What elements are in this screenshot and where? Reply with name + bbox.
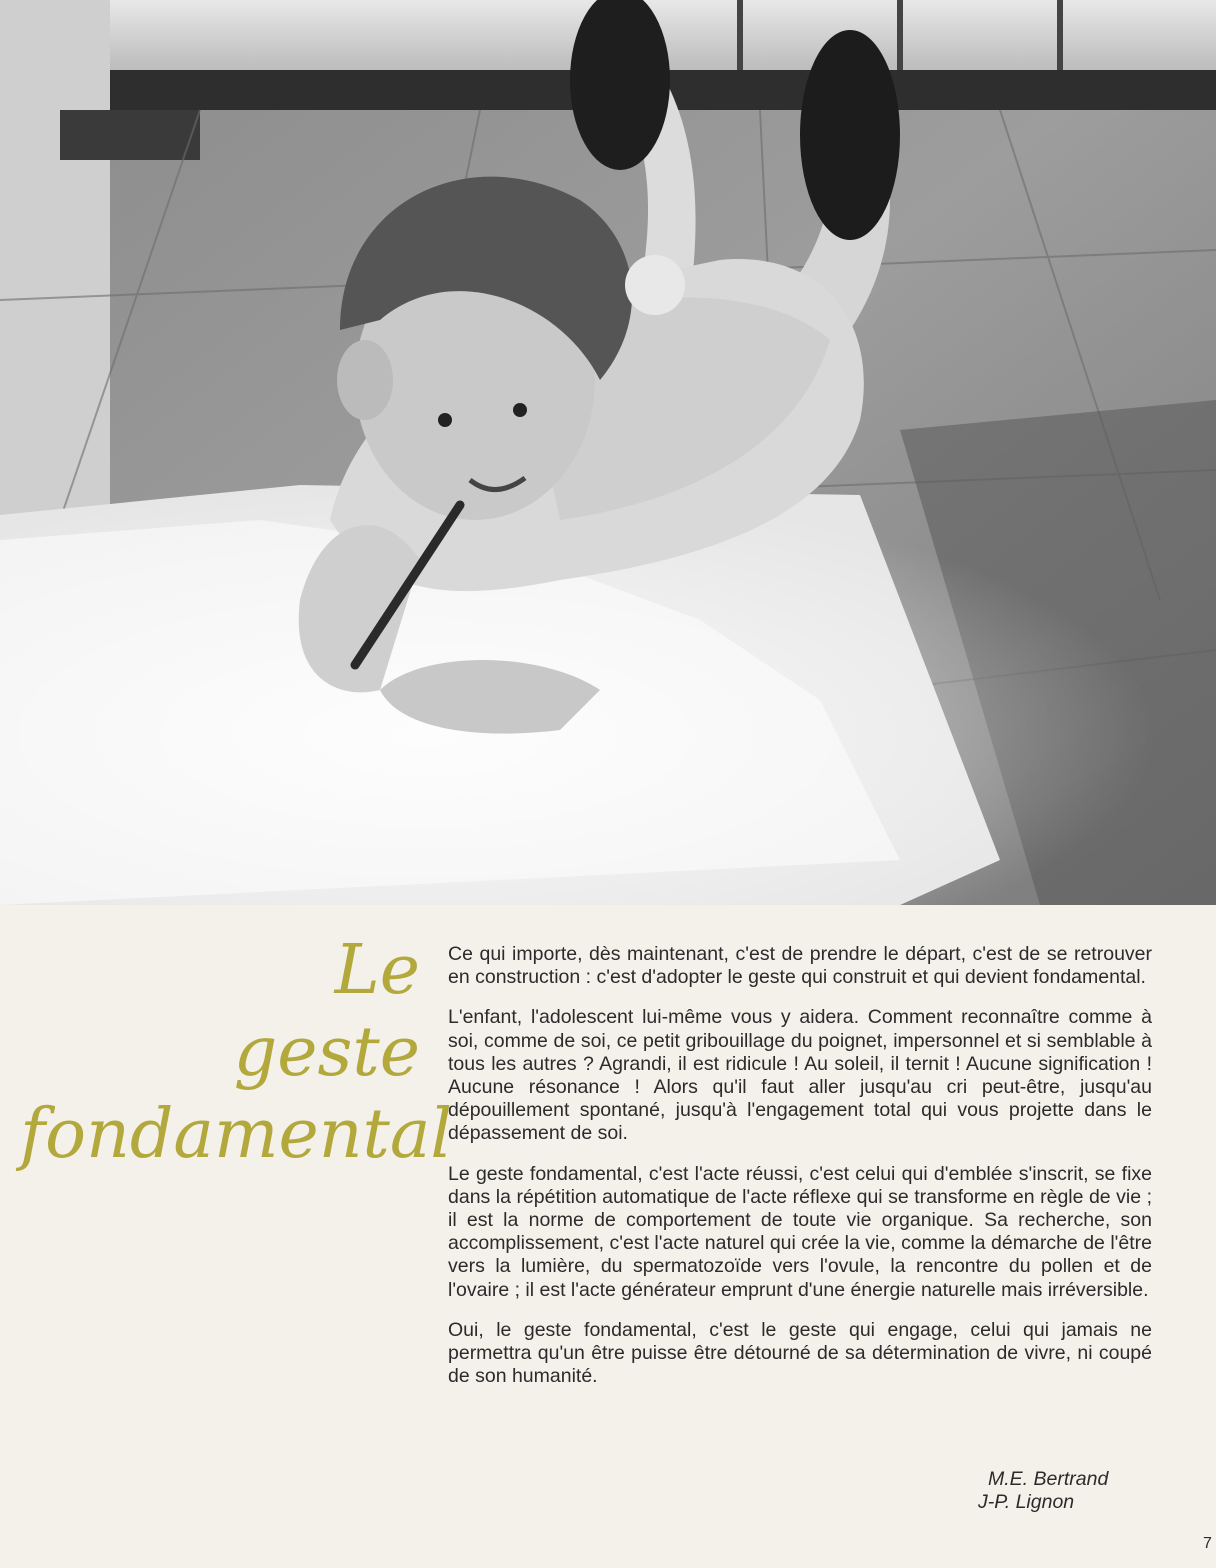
paragraph-1: Ce qui importe, dès maintenant, c'est de prendre le départ, c'est de se retrouver en construction : c'est d'adopter le geste qui construit et qui devient fondamental. bbox=[448, 943, 1152, 989]
paragraph-3: Le geste fondamental, c'est l'acte réussi, c'est celui qui d'emblée s'inscrit, se fixe dans la répétition automatique de l'acte réflexe qui se transforme en règle de vie ; il est la norme de comportement de toute vie organique. Sa recherche, son accomplissement, c'est l'acte naturel qui crée la vie, comme la démarche de l'être vers la lumière, du spermatozoïde vers l'ovule, la rencontre du pollen et de l'ovaire ; il est l'acte générateur emprunt d'une énergie naturelle mais irréversible. bbox=[448, 1162, 1152, 1301]
page-number: 7 bbox=[1203, 1535, 1212, 1552]
title-line-3: fondamental bbox=[20, 1095, 453, 1174]
article-title bbox=[20, 930, 453, 1176]
article-body bbox=[448, 943, 1152, 1405]
author-1: M.E. Bertrand bbox=[988, 1468, 1109, 1490]
paragraph-4: Oui, le geste fondamental, c'est le geste qui engage, celui qui jamais ne permettra qu'un être puisse être détourné de sa détermination de vivre, ni coupé de son humanité. bbox=[448, 1318, 1152, 1388]
title-line-1: Le bbox=[334, 931, 420, 1010]
title-line-2: geste bbox=[233, 1013, 420, 1092]
paragraph-2: L'enfant, l'adolescent lui-même vous y aidera. Comment reconnaître comme à soi, comme de soi, ce petit gribouillage du poignet, impersonnel et si semblable à tous les autres ? Agrandi, il est ridicule ! Au soleil, il ternit ! Aucune signification ! Aucune résonance ! Alors qu'il faut aller jusqu'au cri peut-être, jusqu'au dépouillement spontané, jusqu'à l'engagement total qui vous projette dans le dépassement de soi. bbox=[448, 1006, 1152, 1145]
author-2: J-P. Lignon bbox=[978, 1491, 1075, 1513]
authors bbox=[940, 1468, 1140, 1514]
